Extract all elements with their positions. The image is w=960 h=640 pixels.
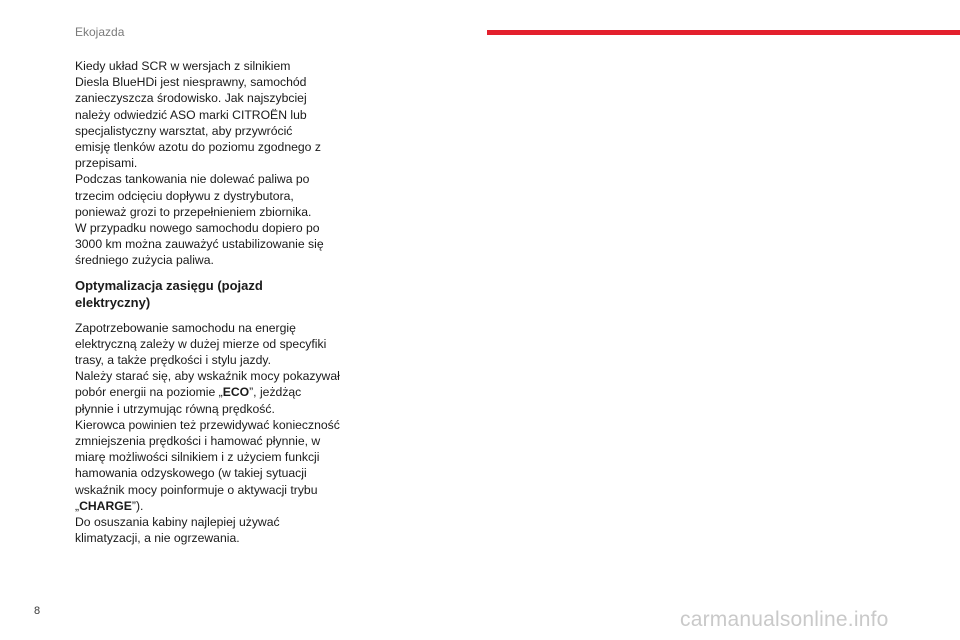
text-fragment: „: [75, 498, 80, 513]
text-line: [75, 498, 365, 514]
text-line: Należy starać się, aby wskaźnik mocy pokazywał: [75, 369, 340, 384]
section-heading: [75, 277, 365, 311]
charge-mode-label: CHARGE: [79, 498, 132, 513]
paragraph-eco-indicator: [75, 368, 365, 417]
paragraph-cabin-drying: [75, 514, 365, 546]
paragraph-refueling: [75, 171, 365, 220]
text-line: Do osuszania kabiny najlepiej używać: [75, 515, 280, 530]
text-line: emisję tlenków azotu do poziomu zgodnego z: [75, 140, 321, 155]
text-line: trasy, a także prędkości i stylu jazdy.: [75, 353, 271, 368]
text-line: Kierowca powinien też przewidywać konieczność: [75, 417, 340, 432]
text-line: trzecim odcięciu dopływu z dystrybutora,: [75, 188, 294, 203]
text-line: Zapotrzebowanie samochodu na energię: [75, 320, 296, 335]
text-fragment: ”).: [131, 498, 144, 513]
watermark: carmanualsonline.info: [680, 608, 889, 631]
text-line: zmniejszenia prędkości i hamować płynnie, w: [75, 434, 321, 449]
paragraph-energy-demand: [75, 320, 365, 369]
paragraph-regenerative-braking: [75, 417, 365, 514]
heading-line: Optymalizacja zasięgu (pojazd: [75, 277, 263, 293]
text-line: Diesla BlueHDi jest niesprawny, samochód: [75, 75, 307, 90]
header-accent-bar: [487, 30, 960, 35]
text-line: zanieczyszcza środowisko. Jak najszybciej: [75, 91, 307, 106]
page-content: [75, 58, 365, 546]
text-line: elektryczną zależy w dużej mierze od specyfiki: [75, 336, 327, 351]
text-line: średniego zużycia paliwa.: [75, 253, 214, 268]
heading-line: elektryczny): [75, 294, 151, 310]
text-line: przepisami.: [75, 156, 138, 171]
text-line: W przypadku nowego samochodu dopiero po: [75, 221, 320, 236]
section-title: Ekojazda: [75, 25, 125, 39]
text-line: miarę możliwości silnikiem i z użyciem funkcji: [75, 450, 320, 465]
text-fragment: ”, jeżdżąc: [249, 385, 302, 400]
text-line: należy odwiedzić ASO marki CITROËN lub: [75, 107, 307, 122]
text-line: hamowania odzyskowego (w takiej sytuacji: [75, 466, 307, 481]
text-line: [75, 384, 365, 400]
text-fragment: pobór energii na poziomie „: [75, 385, 223, 400]
text-line: klimatyzacji, a nie ogrzewania.: [75, 531, 240, 546]
text-line: ponieważ grozi to przepełnieniem zbiornika.: [75, 204, 312, 219]
eco-mode-label: ECO: [222, 385, 250, 400]
text-line: Podczas tankowania nie dolewać paliwa po: [75, 172, 310, 187]
text-line: płynnie i utrzymując równą prędkość.: [75, 401, 275, 416]
page-number: 8: [34, 605, 41, 617]
paragraph-scr-warning: [75, 58, 365, 171]
paragraph-new-vehicle: [75, 220, 365, 269]
text-line: 3000 km można zauważyć ustabilizowanie się: [75, 237, 324, 252]
text-line: wskaźnik mocy poinformuje o aktywacji trybu: [75, 482, 318, 497]
text-line: Kiedy układ SCR w wersjach z silnikiem: [75, 59, 291, 73]
text-line: specjalistyczny warsztat, aby przywrócić: [75, 123, 293, 138]
